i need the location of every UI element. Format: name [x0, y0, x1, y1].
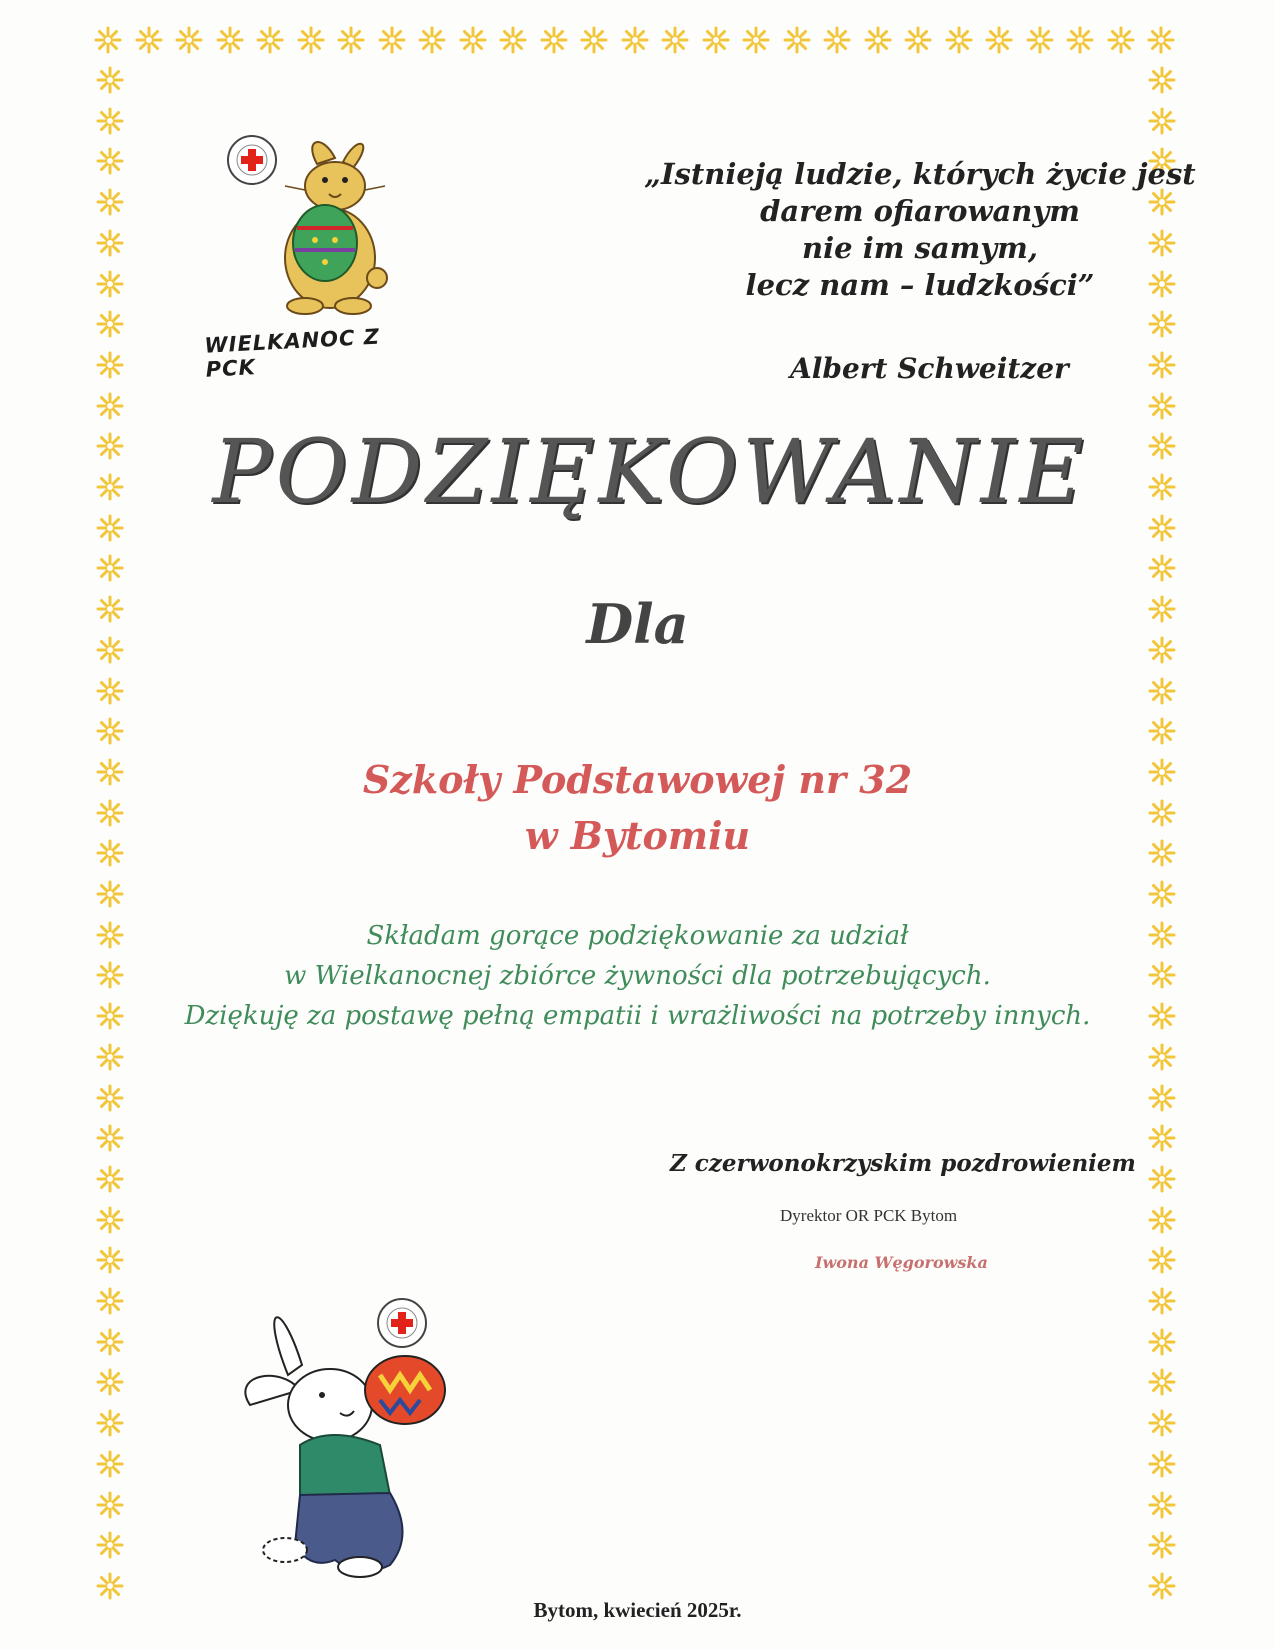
border-star-icon: [1148, 107, 1176, 135]
border-star-icon: [96, 473, 124, 501]
border-star-icon: [135, 26, 163, 54]
border-star-icon: [96, 392, 124, 420]
border-star-icon: [96, 1409, 124, 1437]
border-star-icon: [96, 1206, 124, 1234]
border-star-icon: [1148, 1246, 1176, 1274]
for-label: Dla: [586, 592, 689, 656]
border-star-icon: [96, 1368, 124, 1396]
place-date: Bytom, kwiecień 2025r.: [533, 1598, 742, 1622]
border-star-icon: [985, 26, 1013, 54]
border-star-icon: [1107, 26, 1135, 54]
border-star-icon: [96, 1165, 124, 1193]
border-star-icon: [1148, 554, 1176, 582]
border-star-icon: [175, 26, 203, 54]
border-star-icon: [96, 1491, 124, 1519]
border-star-icon: [337, 26, 365, 54]
border-star-icon: [1148, 66, 1176, 94]
border-star-icon: [1148, 310, 1176, 338]
border-star-icon: [96, 717, 124, 745]
border-star-icon: [1148, 392, 1176, 420]
page-title: PODZIĘKOWANIE: [212, 420, 1088, 523]
border-star-icon: [1147, 26, 1175, 54]
border-star-icon: [499, 26, 527, 54]
border-star-icon: [96, 1084, 124, 1112]
quote-author: Albert Schweitzer: [790, 352, 1069, 385]
border-star-icon: [1148, 1043, 1176, 1071]
border-star-icon: [1148, 717, 1176, 745]
border-star-icon: [96, 66, 124, 94]
message-line: Składam gorące podziękowanie za udział: [366, 921, 909, 951]
border-star-icon: [1148, 432, 1176, 460]
border-star-icon: [783, 26, 811, 54]
quote-line: lecz nam – ludzkości”: [745, 268, 1095, 302]
closing-greeting: Z czerwonokrzyskim pozdrowieniem: [670, 1150, 1136, 1177]
border-star-icon: [297, 26, 325, 54]
border-star-icon: [823, 26, 851, 54]
border-star-icon: [96, 270, 124, 298]
border-star-icon: [1066, 26, 1094, 54]
border-star-icon: [96, 880, 124, 908]
border-star-icon: [1148, 1287, 1176, 1315]
border-star-icon: [1148, 880, 1176, 908]
border-star-icon: [418, 26, 446, 54]
border-star-icon: [1148, 1165, 1176, 1193]
border-star-icon: [580, 26, 608, 54]
border-star-icon: [96, 1531, 124, 1559]
recipient-line: w Bytomiu: [524, 813, 751, 858]
border-star-icon: [1148, 1531, 1176, 1559]
border-star-icon: [96, 1043, 124, 1071]
border-star-icon: [1148, 1328, 1176, 1356]
border-star-icon: [1148, 1084, 1176, 1112]
border-star-icon: [864, 26, 892, 54]
border-star-icon: [1148, 514, 1176, 542]
border-star-icon: [1148, 1409, 1176, 1437]
message-line: Dziękuję za postawę pełną empatii i wrażliwości na potrzeby innych.: [184, 1001, 1091, 1031]
border-star-icon: [96, 677, 124, 705]
recipient: [0, 752, 1275, 864]
red-cross-emblem-icon: [228, 136, 276, 184]
signature: Iwona Węgorowska: [815, 1253, 988, 1272]
quote: [640, 156, 1200, 304]
border-star-icon: [459, 26, 487, 54]
border-star-icon: [1148, 1491, 1176, 1519]
border-star-icon: [621, 26, 649, 54]
border-star-icon: [1148, 1572, 1176, 1600]
border-star-icon: [1148, 1368, 1176, 1396]
border-star-icon: [378, 26, 406, 54]
border-star-icon: [96, 432, 124, 460]
border-star-icon: [540, 26, 568, 54]
border-star-icon: [742, 26, 770, 54]
border-star-icon: [96, 1287, 124, 1315]
thank-you-message: [0, 916, 1275, 1036]
quote-line: darem ofiarowanym: [760, 194, 1080, 228]
bunny-carrying-egg-icon: [240, 1295, 500, 1580]
border-star-icon: [1148, 1450, 1176, 1478]
border-star-icon: [904, 26, 932, 54]
border-star-icon: [1148, 677, 1176, 705]
border-star-icon: [96, 188, 124, 216]
border-star-icon: [96, 554, 124, 582]
border-star-icon: [1026, 26, 1054, 54]
border-star-icon: [1148, 351, 1176, 379]
border-star-icon: [1148, 1124, 1176, 1152]
border-star-icon: [96, 514, 124, 542]
border-star-icon: [661, 26, 689, 54]
logo-caption: WIELKANOC Z PCK: [203, 324, 381, 382]
border-star-icon: [1148, 1206, 1176, 1234]
border-star-icon: [216, 26, 244, 54]
border-star-icon: [945, 26, 973, 54]
border-star-icon: [96, 1124, 124, 1152]
red-cross-emblem-icon: [378, 1299, 426, 1347]
message-line: w Wielkanocnej zbiórce żywności dla potrzebujących.: [284, 961, 991, 991]
border-star-icon: [96, 310, 124, 338]
director-title: Dyrektor OR PCK Bytom: [780, 1206, 958, 1225]
easter-bunny-with-egg-icon: [225, 128, 425, 328]
border-star-icon: [1148, 473, 1176, 501]
recipient-line: Szkoły Podstawowej nr 32: [362, 757, 913, 802]
border-star-icon: [256, 26, 284, 54]
border-star-icon: [96, 1328, 124, 1356]
border-star-icon: [96, 351, 124, 379]
quote-line: „Istnieją ludzie, których życie jest: [644, 157, 1196, 191]
border-star-icon: [96, 107, 124, 135]
border-star-icon: [96, 1246, 124, 1274]
border-star-icon: [94, 26, 122, 54]
border-star-icon: [96, 1572, 124, 1600]
quote-line: nie im samym,: [802, 231, 1038, 265]
border-star-icon: [96, 147, 124, 175]
border-star-icon: [96, 1450, 124, 1478]
border-star-icon: [96, 229, 124, 257]
border-star-icon: [702, 26, 730, 54]
